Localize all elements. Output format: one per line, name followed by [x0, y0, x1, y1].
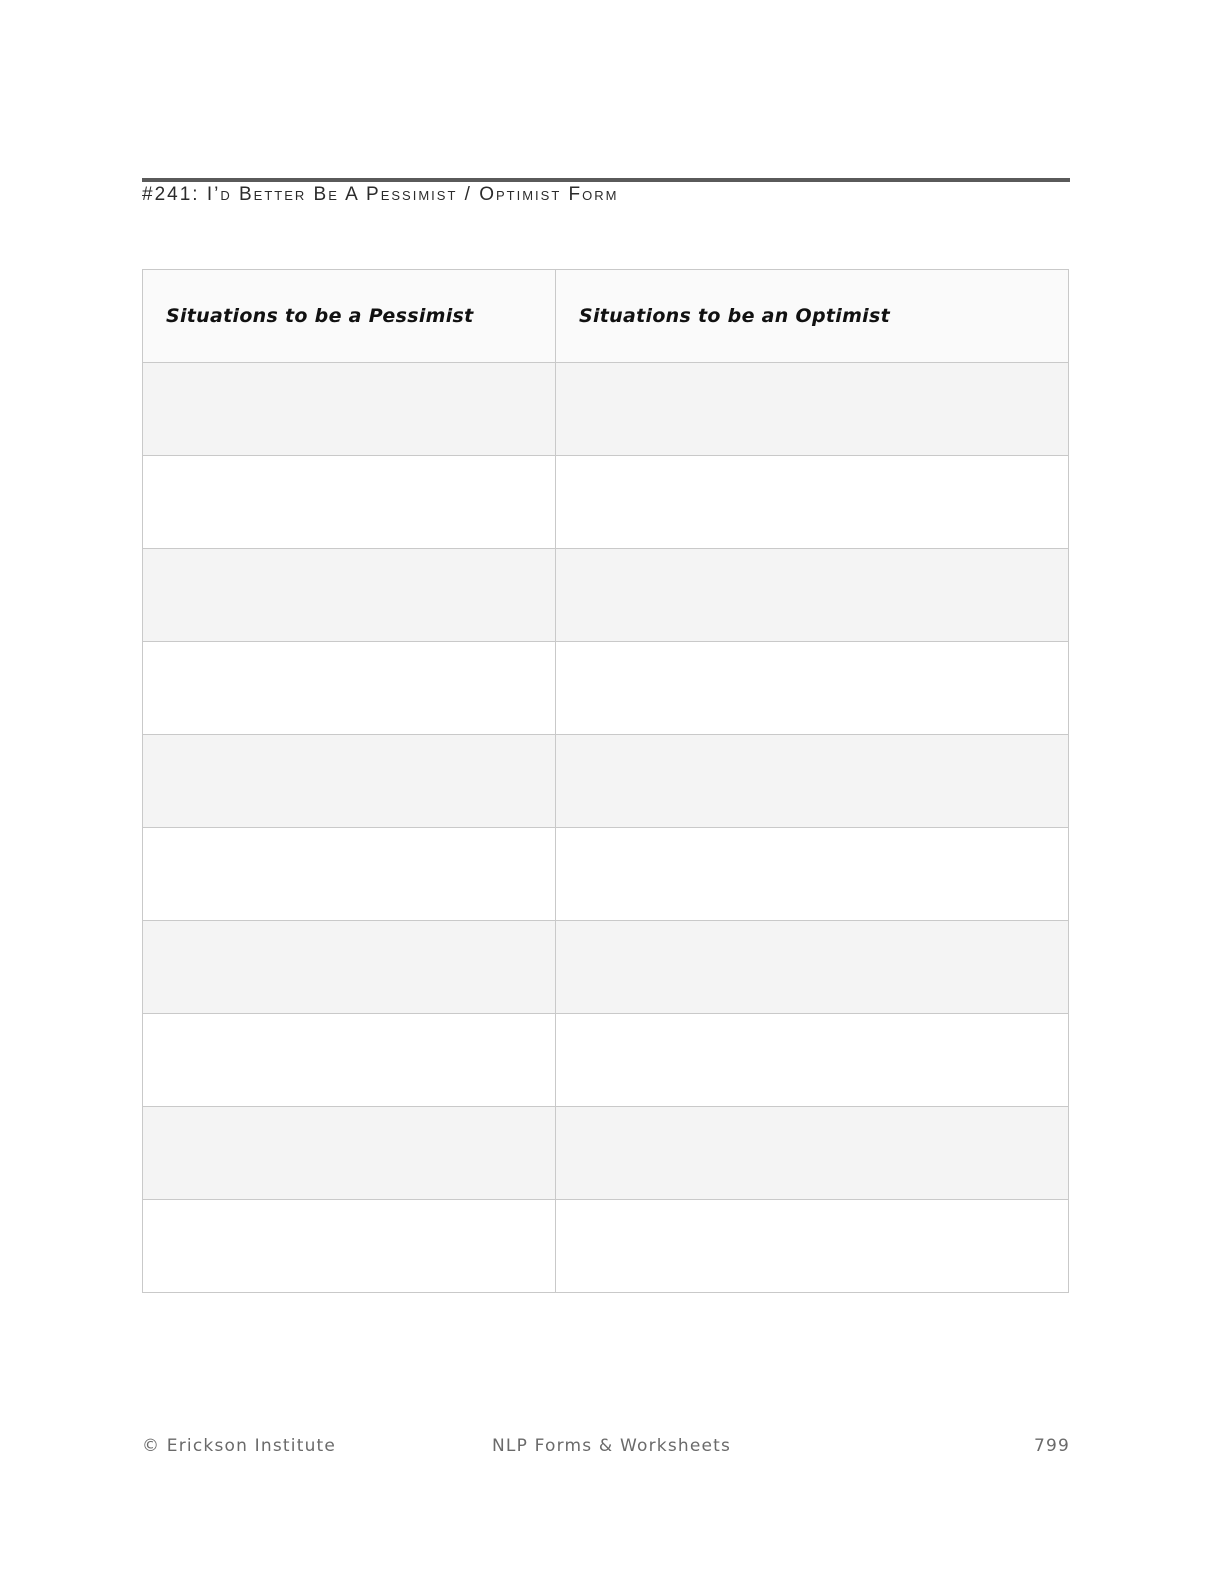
- optimist-entry-cell[interactable]: [556, 1107, 1069, 1200]
- pessimist-entry-cell[interactable]: [143, 642, 556, 735]
- optimist-entry-cell[interactable]: [556, 456, 1069, 549]
- pessimist-entry-cell[interactable]: [143, 735, 556, 828]
- optimist-entry-cell[interactable]: [556, 363, 1069, 456]
- pessimist-entry-cell[interactable]: [143, 363, 556, 456]
- optimist-entry-cell[interactable]: [556, 1200, 1069, 1293]
- optimist-entry-cell[interactable]: [556, 549, 1069, 642]
- footer-copyright: © Erickson Institute: [142, 1436, 337, 1456]
- table-row: [143, 1107, 1069, 1200]
- table-row: [143, 921, 1069, 1014]
- table-row: [143, 1200, 1069, 1293]
- column-header-pessimist: Situations to be a Pessimist: [143, 270, 556, 363]
- footer-page-number: 799: [1034, 1436, 1071, 1456]
- form-title-text: I’d Better Be A Pessimist / Optimist Form: [206, 184, 619, 205]
- table-row: [143, 363, 1069, 456]
- worksheet-table: [142, 269, 1069, 1293]
- table-header-row: [143, 270, 1069, 363]
- footer-book-title: NLP Forms & Worksheets: [492, 1436, 732, 1456]
- optimist-entry-cell[interactable]: [556, 921, 1069, 1014]
- table-row: [143, 828, 1069, 921]
- optimist-entry-cell[interactable]: [556, 828, 1069, 921]
- optimist-entry-cell[interactable]: [556, 642, 1069, 735]
- table-row: [143, 735, 1069, 828]
- optimist-entry-cell[interactable]: [556, 735, 1069, 828]
- header-rule: [142, 178, 1070, 182]
- table-row: [143, 642, 1069, 735]
- pessimist-entry-cell[interactable]: [143, 1107, 556, 1200]
- pessimist-entry-cell[interactable]: [143, 828, 556, 921]
- table-row: [143, 1014, 1069, 1107]
- optimist-entry-cell[interactable]: [556, 1014, 1069, 1107]
- form-number: #241:: [142, 184, 200, 205]
- pessimist-entry-cell[interactable]: [143, 549, 556, 642]
- table-row: [143, 456, 1069, 549]
- pessimist-entry-cell[interactable]: [143, 921, 556, 1014]
- table-row: [143, 549, 1069, 642]
- table-body: [143, 363, 1069, 1293]
- pessimist-entry-cell[interactable]: [143, 1014, 556, 1107]
- column-header-optimist: Situations to be an Optimist: [556, 270, 1069, 363]
- pessimist-entry-cell[interactable]: [143, 1200, 556, 1293]
- pessimist-entry-cell[interactable]: [143, 456, 556, 549]
- form-title: [142, 184, 619, 206]
